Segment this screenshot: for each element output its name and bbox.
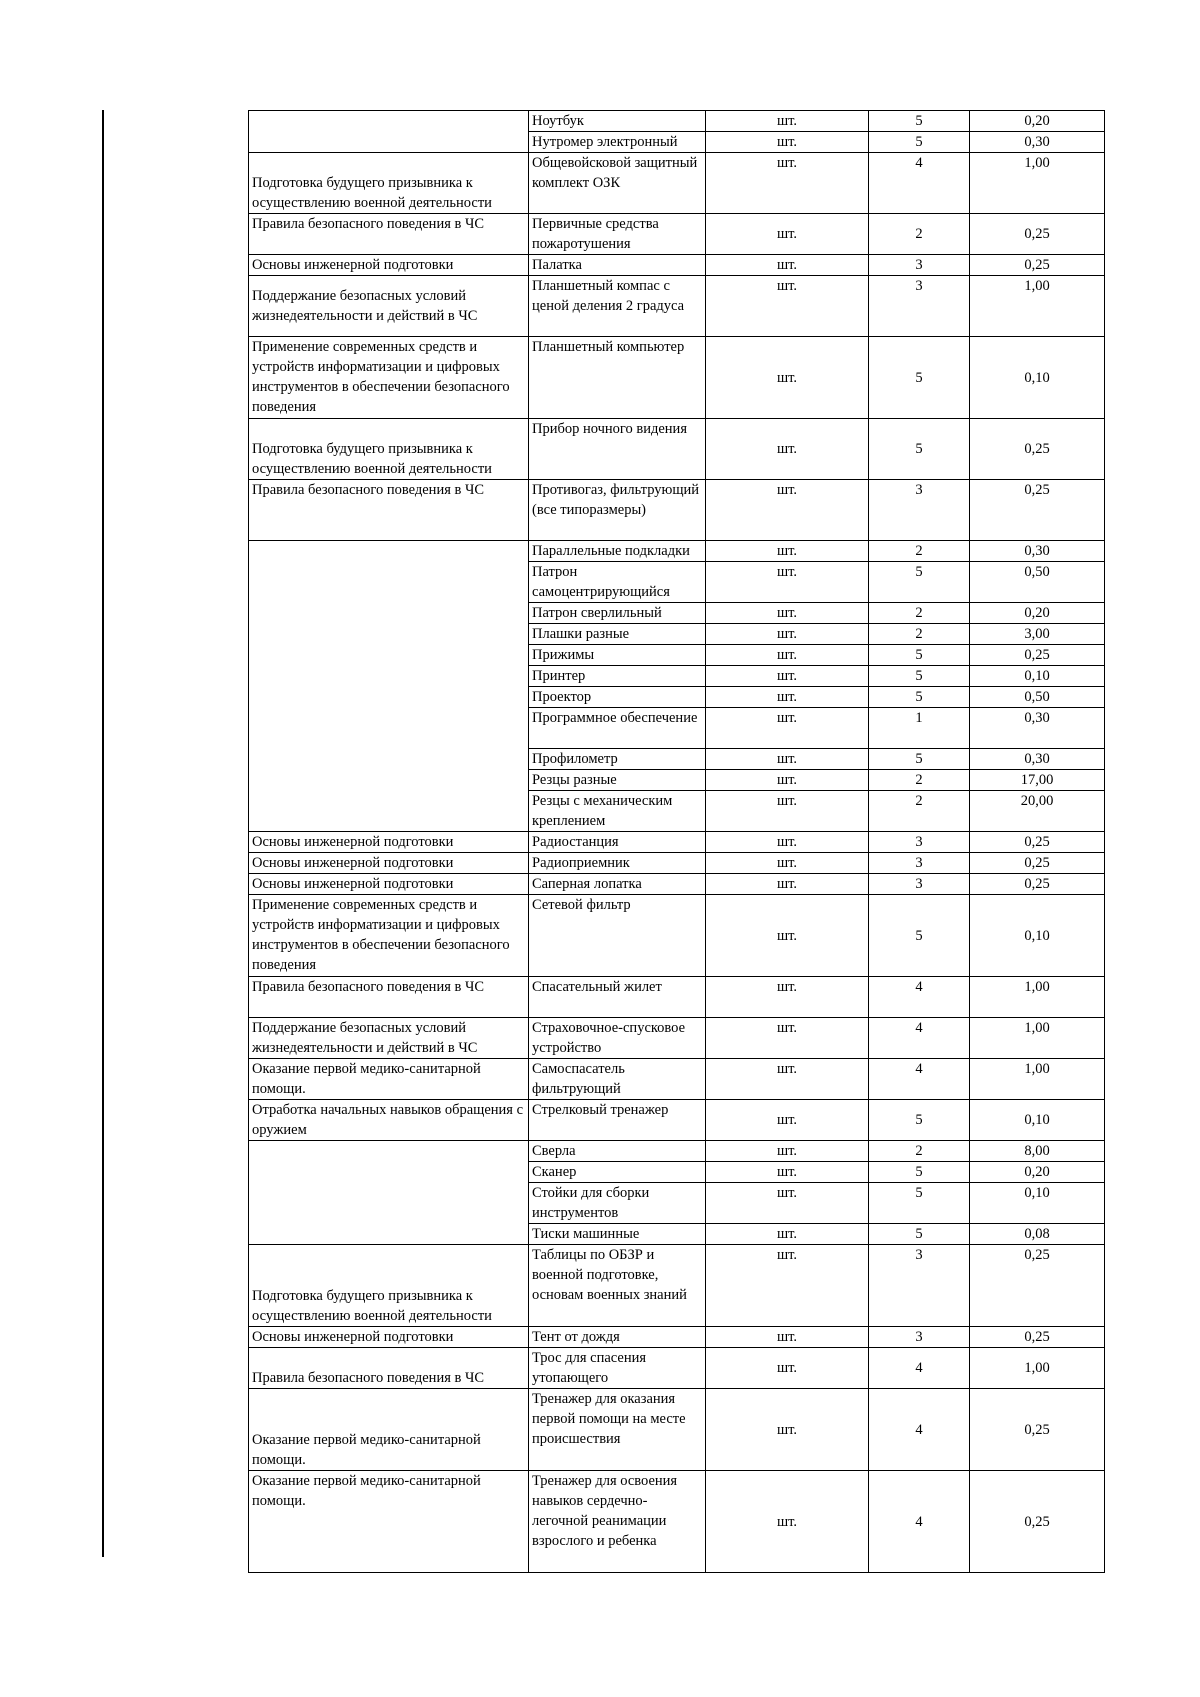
section-cell (249, 1141, 529, 1245)
table-row (249, 111, 1105, 132)
item-cell: Тент от дождя (529, 1327, 706, 1348)
qty-cell: 3 (869, 874, 970, 895)
item-cell: Стойки для сборки инструментов (529, 1183, 706, 1224)
table-row (249, 1245, 1105, 1327)
section-cell: Основы инженерной подготовки (249, 1327, 529, 1348)
item-cell: Планшетный компас с ценой деления 2 градуса (529, 276, 706, 337)
table-row (249, 832, 1105, 853)
qty-cell: 5 (869, 687, 970, 708)
ratio-cell: 0,25 (970, 1471, 1105, 1573)
qty-cell: 5 (869, 895, 970, 977)
qty-cell: 4 (869, 1389, 970, 1471)
ratio-cell: 1,00 (970, 977, 1105, 1018)
section-cell: Основы инженерной подготовки (249, 874, 529, 895)
qty-cell: 2 (869, 791, 970, 832)
ratio-cell: 0,25 (970, 214, 1105, 255)
unit-cell: шт. (706, 895, 869, 977)
unit-cell: шт. (706, 708, 869, 749)
unit-cell: шт. (706, 1245, 869, 1327)
item-cell: Саперная лопатка (529, 874, 706, 895)
section-cell: Применение современных средств и устройств информатизации и цифровых инструментов в обеспечении безопасного поведения (249, 337, 529, 419)
unit-cell: шт. (706, 749, 869, 770)
qty-cell: 5 (869, 1162, 970, 1183)
table-row (249, 874, 1105, 895)
unit-cell: шт. (706, 770, 869, 791)
qty-cell: 4 (869, 1018, 970, 1059)
unit-cell: шт. (706, 153, 869, 214)
unit-cell: шт. (706, 132, 869, 153)
table-row (249, 419, 1105, 480)
unit-cell: шт. (706, 645, 869, 666)
ratio-cell: 0,25 (970, 1389, 1105, 1471)
qty-cell: 5 (869, 645, 970, 666)
table-row (249, 1471, 1105, 1573)
section-cell: Оказание первой медико-санитарной помощи. (249, 1471, 529, 1573)
item-cell: Патрон самоцентрирующийся (529, 562, 706, 603)
unit-cell: шт. (706, 1471, 869, 1573)
unit-cell: шт. (706, 111, 869, 132)
ratio-cell: 0,25 (970, 255, 1105, 276)
table-row (249, 153, 1105, 214)
page-margin-line (102, 110, 104, 1557)
item-cell: Планшетный компьютер (529, 337, 706, 419)
qty-cell: 1 (869, 708, 970, 749)
item-cell: Резцы с механическим креплением (529, 791, 706, 832)
table-row (249, 1389, 1105, 1471)
table-row (249, 255, 1105, 276)
item-cell: Патрон сверлильный (529, 603, 706, 624)
item-cell: Радиостанция (529, 832, 706, 853)
section-cell: Поддержание безопасных условий жизнедеятельности и действий в ЧС (249, 276, 529, 337)
unit-cell: шт. (706, 1100, 869, 1141)
item-cell: Ноутбук (529, 111, 706, 132)
section-cell: Правила безопасного поведения в ЧС (249, 977, 529, 1018)
section-cell: Основы инженерной подготовки (249, 853, 529, 874)
item-cell: Первичные средства пожаротушения (529, 214, 706, 255)
qty-cell: 4 (869, 1059, 970, 1100)
item-cell: Страховочное-спусковое устройство (529, 1018, 706, 1059)
unit-cell: шт. (706, 541, 869, 562)
qty-cell: 2 (869, 214, 970, 255)
ratio-cell: 0,25 (970, 480, 1105, 541)
qty-cell: 5 (869, 1224, 970, 1245)
unit-cell: шт. (706, 603, 869, 624)
ratio-cell: 0,50 (970, 687, 1105, 708)
table-row (249, 1327, 1105, 1348)
equipment-table (248, 110, 1105, 1573)
ratio-cell: 0,25 (970, 419, 1105, 480)
ratio-cell: 17,00 (970, 770, 1105, 791)
item-cell: Палатка (529, 255, 706, 276)
item-cell: Радиоприемник (529, 853, 706, 874)
section-cell: Оказание первой медико-санитарной помощи. (249, 1059, 529, 1100)
ratio-cell: 0,10 (970, 895, 1105, 977)
ratio-cell: 0,25 (970, 874, 1105, 895)
section-cell (249, 111, 529, 153)
section-cell: Подготовка будущего призывника к осуществлению военной деятельности (249, 419, 529, 480)
unit-cell: шт. (706, 687, 869, 708)
qty-cell: 5 (869, 337, 970, 419)
ratio-cell: 0,30 (970, 749, 1105, 770)
item-cell: Плашки разные (529, 624, 706, 645)
ratio-cell: 0,30 (970, 708, 1105, 749)
unit-cell: шт. (706, 1018, 869, 1059)
item-cell: Сверла (529, 1141, 706, 1162)
item-cell: Проектор (529, 687, 706, 708)
item-cell: Общевойсковой защитный комплект ОЗК (529, 153, 706, 214)
qty-cell: 5 (869, 132, 970, 153)
qty-cell: 5 (869, 1183, 970, 1224)
table-row (249, 1141, 1105, 1162)
section-cell (249, 541, 529, 832)
table-row (249, 1348, 1105, 1389)
qty-cell: 5 (869, 562, 970, 603)
unit-cell: шт. (706, 977, 869, 1018)
ratio-cell: 8,00 (970, 1141, 1105, 1162)
ratio-cell: 0,25 (970, 645, 1105, 666)
qty-cell: 2 (869, 1141, 970, 1162)
qty-cell: 3 (869, 276, 970, 337)
qty-cell: 4 (869, 1348, 970, 1389)
ratio-cell: 0,25 (970, 832, 1105, 853)
unit-cell: шт. (706, 1389, 869, 1471)
section-cell: Поддержание безопасных условий жизнедеятельности и действий в ЧС (249, 1018, 529, 1059)
ratio-cell: 1,00 (970, 153, 1105, 214)
item-cell: Профилометр (529, 749, 706, 770)
table-row (249, 1059, 1105, 1100)
item-cell: Прижимы (529, 645, 706, 666)
qty-cell: 4 (869, 1471, 970, 1573)
qty-cell: 2 (869, 624, 970, 645)
ratio-cell: 0,25 (970, 1245, 1105, 1327)
unit-cell: шт. (706, 214, 869, 255)
unit-cell: шт. (706, 337, 869, 419)
unit-cell: шт. (706, 255, 869, 276)
unit-cell: шт. (706, 1183, 869, 1224)
unit-cell: шт. (706, 1224, 869, 1245)
unit-cell: шт. (706, 832, 869, 853)
section-cell: Правила безопасного поведения в ЧС (249, 1348, 529, 1389)
item-cell: Нутромер электронный (529, 132, 706, 153)
table-row (249, 1018, 1105, 1059)
qty-cell: 5 (869, 419, 970, 480)
qty-cell: 2 (869, 541, 970, 562)
unit-cell: шт. (706, 1141, 869, 1162)
unit-cell: шт. (706, 1348, 869, 1389)
item-cell: Принтер (529, 666, 706, 687)
unit-cell: шт. (706, 562, 869, 603)
section-cell: Правила безопасного поведения в ЧС (249, 214, 529, 255)
item-cell: Тренажер для освоения навыков сердечно-легочной реанимации взрослого и ребенка (529, 1471, 706, 1573)
ratio-cell: 0,10 (970, 1100, 1105, 1141)
table-row (249, 977, 1105, 1018)
item-cell: Противогаз, фильтрующий (все типоразмеры) (529, 480, 706, 541)
ratio-cell: 0,20 (970, 603, 1105, 624)
qty-cell: 3 (869, 1245, 970, 1327)
unit-cell: шт. (706, 1327, 869, 1348)
ratio-cell: 0,25 (970, 1327, 1105, 1348)
qty-cell: 3 (869, 832, 970, 853)
section-cell: Применение современных средств и устройств информатизации и цифровых инструментов в обеспечении безопасного поведения (249, 895, 529, 977)
item-cell: Стрелковый тренажер (529, 1100, 706, 1141)
qty-cell: 2 (869, 770, 970, 791)
table-row (249, 853, 1105, 874)
qty-cell: 5 (869, 749, 970, 770)
item-cell: Сканер (529, 1162, 706, 1183)
ratio-cell: 0,10 (970, 1183, 1105, 1224)
qty-cell: 3 (869, 255, 970, 276)
unit-cell: шт. (706, 419, 869, 480)
item-cell: Параллельные подкладки (529, 541, 706, 562)
ratio-cell: 0,10 (970, 666, 1105, 687)
ratio-cell: 3,00 (970, 624, 1105, 645)
qty-cell: 4 (869, 977, 970, 1018)
ratio-cell: 0,08 (970, 1224, 1105, 1245)
item-cell: Прибор ночного видения (529, 419, 706, 480)
unit-cell: шт. (706, 480, 869, 541)
unit-cell: шт. (706, 874, 869, 895)
unit-cell: шт. (706, 853, 869, 874)
ratio-cell: 1,00 (970, 1059, 1105, 1100)
table-row (249, 214, 1105, 255)
section-cell: Основы инженерной подготовки (249, 255, 529, 276)
ratio-cell: 0,20 (970, 1162, 1105, 1183)
section-cell: Подготовка будущего призывника к осуществлению военной деятельности (249, 1245, 529, 1327)
qty-cell: 2 (869, 603, 970, 624)
equipment-table-body (249, 111, 1105, 1573)
ratio-cell: 1,00 (970, 1348, 1105, 1389)
ratio-cell: 0,20 (970, 111, 1105, 132)
item-cell: Резцы разные (529, 770, 706, 791)
item-cell: Спасательный жилет (529, 977, 706, 1018)
table-row (249, 276, 1105, 337)
item-cell: Трос для спасения утопающего (529, 1348, 706, 1389)
ratio-cell: 0,25 (970, 853, 1105, 874)
qty-cell: 5 (869, 111, 970, 132)
ratio-cell: 1,00 (970, 276, 1105, 337)
section-cell: Основы инженерной подготовки (249, 832, 529, 853)
ratio-cell: 0,50 (970, 562, 1105, 603)
ratio-cell: 0,10 (970, 337, 1105, 419)
qty-cell: 5 (869, 1100, 970, 1141)
table-row (249, 541, 1105, 562)
section-cell: Правила безопасного поведения в ЧС (249, 480, 529, 541)
item-cell: Программное обеспечение (529, 708, 706, 749)
table-row (249, 1100, 1105, 1141)
table-row (249, 337, 1105, 419)
item-cell: Сетевой фильтр (529, 895, 706, 977)
section-cell: Оказание первой медико-санитарной помощи. (249, 1389, 529, 1471)
ratio-cell: 1,00 (970, 1018, 1105, 1059)
unit-cell: шт. (706, 791, 869, 832)
item-cell: Тренажер для оказания первой помощи на месте происшествия (529, 1389, 706, 1471)
qty-cell: 3 (869, 853, 970, 874)
ratio-cell: 0,30 (970, 132, 1105, 153)
unit-cell: шт. (706, 1059, 869, 1100)
section-cell: Отработка начальных навыков обращения с оружием (249, 1100, 529, 1141)
ratio-cell: 20,00 (970, 791, 1105, 832)
item-cell: Самоспасатель фильтрующий (529, 1059, 706, 1100)
table-row (249, 480, 1105, 541)
ratio-cell: 0,30 (970, 541, 1105, 562)
item-cell: Таблицы по ОБЗР и военной подготовке, основам военных знаний (529, 1245, 706, 1327)
unit-cell: шт. (706, 666, 869, 687)
item-cell: Тиски машинные (529, 1224, 706, 1245)
unit-cell: шт. (706, 276, 869, 337)
qty-cell: 5 (869, 666, 970, 687)
section-cell: Подготовка будущего призывника к осуществлению военной деятельности (249, 153, 529, 214)
table-row (249, 895, 1105, 977)
qty-cell: 4 (869, 153, 970, 214)
unit-cell: шт. (706, 624, 869, 645)
qty-cell: 3 (869, 480, 970, 541)
unit-cell: шт. (706, 1162, 869, 1183)
qty-cell: 3 (869, 1327, 970, 1348)
